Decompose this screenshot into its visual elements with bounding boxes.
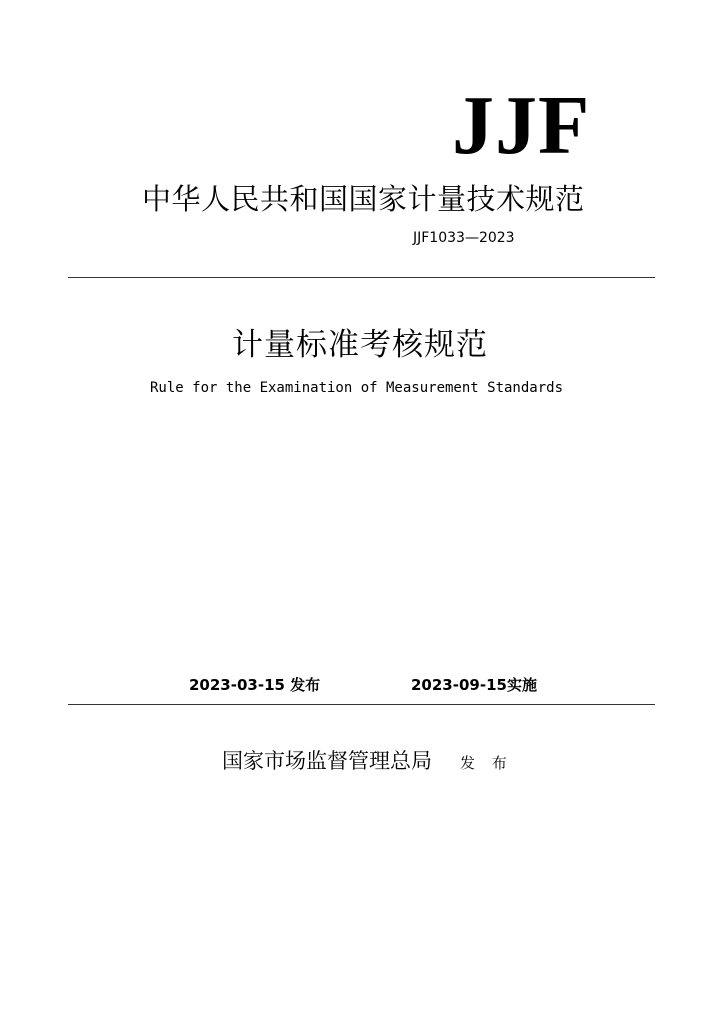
document-title-english: Rule for the Examination of Measurement Standards (150, 380, 564, 396)
publish-label: 发 布 (460, 754, 513, 772)
top-divider (68, 277, 655, 278)
issuer-type-heading: 中华人民共和国国家计量技术规范 (142, 182, 585, 216)
implementation-date: 2023-09-15实施 (411, 676, 537, 694)
publish-date: 2023-03-15 发布 (189, 676, 321, 694)
jjf-logo: JJF (452, 79, 591, 172)
publisher-name: 国家市场监督管理总局 (222, 749, 432, 773)
bottom-divider (68, 704, 655, 705)
document-code: JJF1033—2023 (413, 230, 515, 246)
document-title-chinese: 计量标准考核规范 (232, 327, 488, 363)
